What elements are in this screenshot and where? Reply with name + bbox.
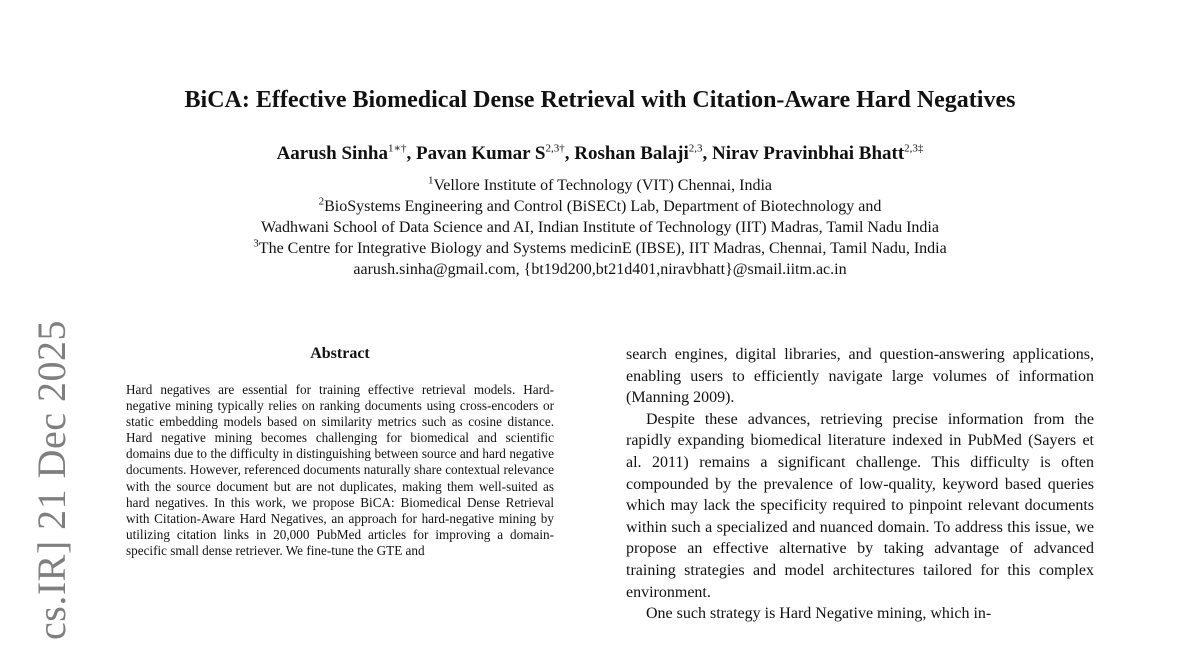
affiliation-line: $^3$The Centre for Integrative Biology and Systems medicinE (IBSE), IIT Madras, Chennai, Tamil Nadu, India (253, 237, 947, 257)
right-column (626, 344, 1094, 625)
abstract-heading: Abstract (310, 345, 370, 362)
affiliation-list (0, 175, 1200, 280)
affiliation-line: $^2$BioSystems Engineering and Control (BiSECt) Lab, Department of Biotechnology and (318, 195, 882, 215)
intro-paragraph: search engines, digital libraries, and question-answering applications, enabling users to efficiently navigate large volumes of information (Manning 2009). (626, 346, 1094, 407)
author: Aarush Sinha$^{1∗\dagger}$, (276, 142, 416, 164)
intro-paragraph: One such strategy is Hard Negative mining, which in- (646, 605, 992, 623)
abstract-text: Hard negatives are essential for training effective retrieval models. Hard-negative mining typically relies on ranking documents using cross-encoders or static embedding models based on similarity metrics such as cosine distance. Hard negative mining becomes challenging for biomedical and scientific domains due to the difficulty in distinguishing between source and hard negative documents. However, referenced documents naturally share contextual relevance with the source document but are not duplicates, making them well-suited as hard negatives. In this work, we propose BiCA: Biomedical Dense Retrieval with Citation-Aware Hard Negatives, an approach for hard-negative mining by utilizing citation links in 20,000 PubMed articles for improving a domain-specific small dense retriever. We fine-tune the GTE and (126, 382, 554, 558)
author-emails: aarush.sinha@gmail.com, {bt19d200,bt21d401,niravbhatt}@smail.iitm.ac.in (353, 261, 847, 278)
author: Pavan Kumar $S^{2,3\dagger}$, (415, 142, 575, 164)
author: Roshan Balaji$^{2,3}$, (574, 142, 713, 164)
author-list (0, 142, 1200, 166)
affiliation-line: Wadhwani School of Data Science and AI, Indian Institute of Technology (IIT) Madras, Tamil Nadu India (261, 219, 939, 236)
author: Nirav Pravinbhai Bhatt$^{2,3\ddagger}$ (712, 142, 924, 164)
left-column (126, 344, 554, 559)
affiliation-line: $^1$Vellore Institute of Technology (VIT) Chennai, India (428, 174, 772, 194)
paper-title: BiCA: Effective Biomedical Dense Retrieval with Citation-Aware Hard Negatives (184, 87, 1016, 113)
intro-paragraph: Despite these advances, retrieving precise information from the rapidly expanding biomedical literature indexed in PubMed (Sayers et al. 2011) remains a significant challenge. This difficulty is often compounded by the prevalence of low-quality, keyword based queries which may lack the specificity required to pinpoint relevant documents within such a specialized and nuanced domain. To address this issue, we propose an effective alternative by taking advantage of advanced training strategies and model architectures tailored for this complex environment. (626, 410, 1094, 601)
arxiv-stamp: cs.IR] 21 Dec 2025 (29, 319, 74, 640)
